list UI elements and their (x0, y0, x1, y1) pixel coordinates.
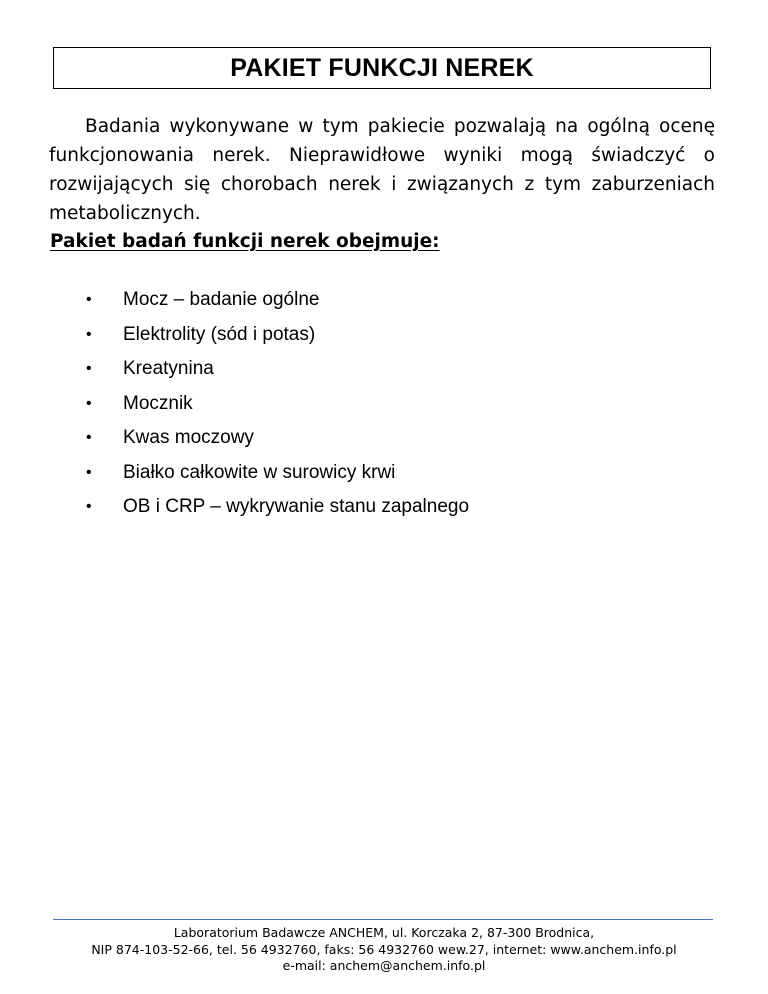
intro-paragraph: Badania wykonywane w tym pakiecie pozwalają na ogólną ocenę funkcjonowania nerek. Nieprawidłowe wyniki mogą świadczyć o rozwijających się chorobach nerek i związanych z tym zaburzeniach metabolicznych. (49, 116, 715, 224)
list-item-label: Kreatynina (123, 358, 214, 379)
bullet-icon: • (86, 291, 92, 308)
page-title: PAKIET FUNKCJI NEREK (230, 53, 534, 82)
bullet-icon: • (86, 498, 92, 515)
list-item-label: Elektrolity (sód i potas) (123, 323, 316, 345)
bullet-icon: • (86, 360, 92, 377)
title-box (53, 47, 711, 89)
bullet-icon: • (86, 394, 92, 412)
list-item (0, 318, 768, 353)
footer (0, 925, 768, 975)
list-item-label: Mocz – badanie ogólne (123, 289, 320, 310)
list-item-label: Kwas moczowy (123, 427, 254, 448)
list-item (0, 421, 768, 456)
list-item (0, 283, 768, 318)
list-item (0, 387, 768, 422)
footer-divider (53, 919, 713, 920)
footer-email: e-mail: anchem@anchem.info.pl (282, 958, 486, 973)
list-item-label: Białko całkowite w surowicy krwi (123, 461, 396, 483)
bullet-icon: • (86, 429, 92, 446)
list-item (0, 352, 768, 387)
bullet-icon: • (86, 463, 92, 481)
list-item (0, 456, 768, 491)
footer-address: Laboratorium Badawcze ANCHEM, ul. Korczaka 2, 87-300 Brodnica, (173, 925, 595, 940)
list-item-label: OB i CRP – wykrywanie stanu zapalnego (123, 496, 470, 517)
section-heading: Pakiet badań funkcji nerek obejmuje: (50, 231, 440, 252)
test-list (0, 283, 768, 525)
bullet-icon: • (86, 325, 92, 343)
list-item (0, 490, 768, 525)
footer-contact: NIP 874-103-52-66, tel. 56 4932760, faks: 56 4932760 wew.27, internet: www.anchem.info.pl (91, 941, 677, 957)
list-item-label: Mocznik (123, 392, 193, 414)
